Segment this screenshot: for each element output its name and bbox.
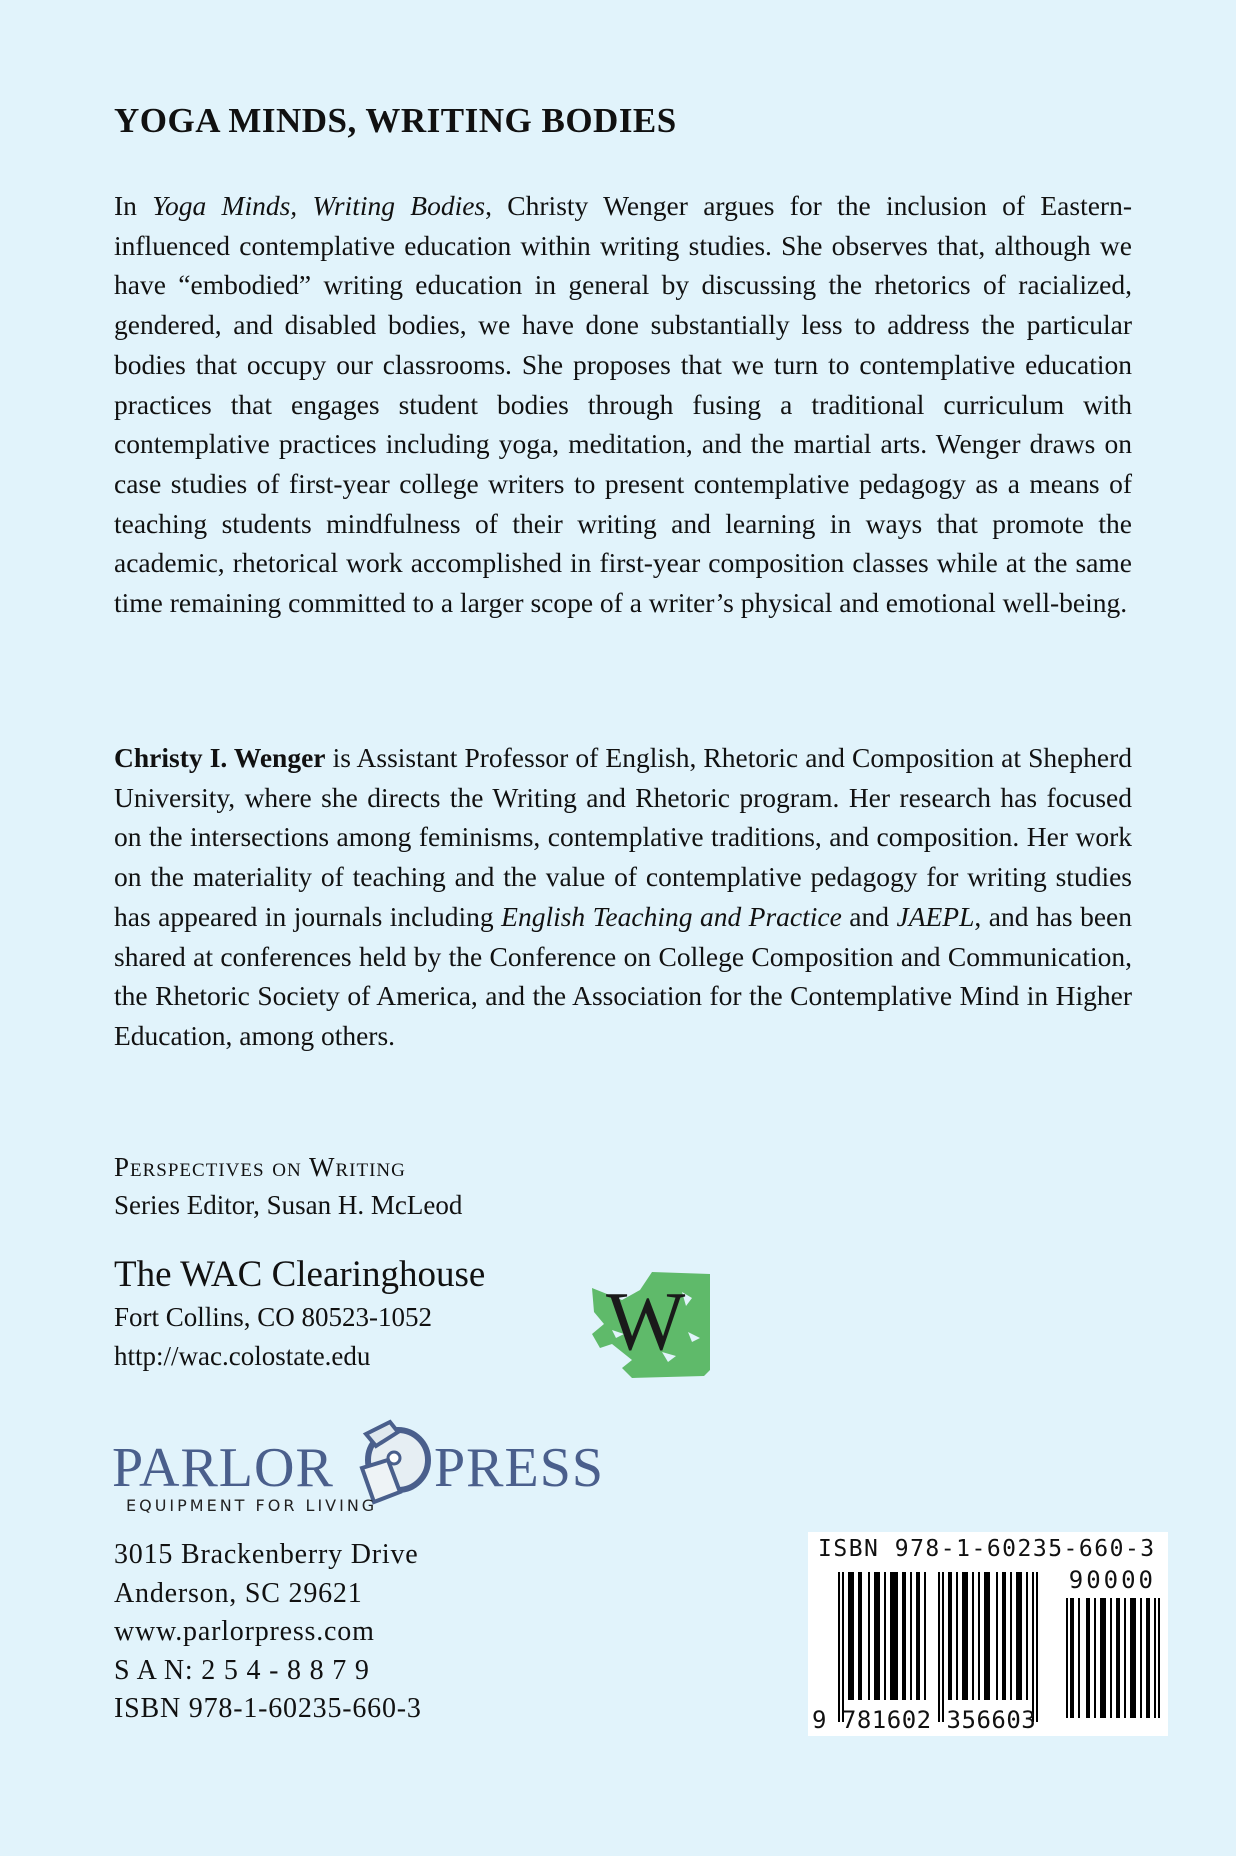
parlor-name-right: PRESS — [434, 1437, 604, 1499]
san-number: S A N: 2 5 4 - 8 8 7 9 — [114, 1654, 370, 1686]
series-name: Perspectives on Writing — [114, 1152, 406, 1182]
author-name: Christy I. Wenger — [114, 742, 326, 773]
journal-title: English Teaching and Practice — [501, 900, 842, 932]
wac-name: The WAC Clearinghouse — [114, 1254, 486, 1295]
parlor-tagline: EQUIPMENT FOR LIVING — [126, 1496, 378, 1515]
barcode-addon-digits: 90000 — [1068, 1566, 1156, 1594]
isbn-barcode — [808, 1532, 1168, 1736]
parlor-name-left: PARLOR — [112, 1437, 334, 1499]
series-info — [114, 1148, 462, 1224]
wac-city: Fort Collins, CO 80523-1052 — [114, 1302, 433, 1332]
barcode-main-bars — [838, 1572, 1048, 1722]
wac-logo-icon — [592, 1272, 712, 1382]
journal-title: JAEPL — [896, 900, 975, 932]
parlor-address-block — [114, 1536, 422, 1729]
series-editor: Series Editor, Susan H. McLeod — [114, 1190, 463, 1220]
barcode-addon-bars — [1066, 1598, 1162, 1718]
book-description: In Yoga Minds, Writing Bodies, Christy Wenger argues for the inclusion of Eastern-influenced contemplative education within writing studies. She observes that, although we have “embodied” writing education in general by discussing the rhetorics of racialized, gendered, and disabled bodies, we have done substantially less to address the particular bodies that occupy our classrooms. She proposes that we turn to contemplative education practices that engages student bodies through fusing a traditional curriculum with contemplative practices including yoga, meditation, and the martial arts. Wenger draws on case studies of first-year college writers to present contemplative pedagogy as a means of teaching students mindfulness of their writing and learning in ways that promote the academic, rhetorical work accomplished in first-year composition classes while at the same time remaining committed to a larger scope of a writer’s physical and emotional well-being. — [114, 190, 1132, 619]
barcode-digits: 9 781602 356603 — [812, 1706, 1037, 1734]
parlor-url: www.parlorpress.com — [114, 1616, 375, 1647]
wac-logo-letter: W — [606, 1275, 686, 1368]
barcode-isbn-label: ISBN 978-1-60235-660-3 — [818, 1536, 1156, 1562]
address-line-1: 3015 Brackenberry Drive — [114, 1539, 419, 1570]
parlor-press-logo — [112, 1410, 602, 1520]
book-title-italic: Yoga Minds, Writing Bodies — [152, 190, 486, 221]
book-title: YOGA MINDS, WRITING BODIES — [114, 101, 677, 140]
wac-publisher-block — [114, 1252, 485, 1376]
isbn-text: ISBN 978-1-60235-660-3 — [114, 1693, 422, 1724]
wac-url: http://wac.colostate.edu — [114, 1341, 371, 1371]
address-line-2: Anderson, SC 29621 — [114, 1577, 363, 1609]
scroll-disc-icon — [342, 1410, 434, 1510]
author-bio: Christy I. Wenger is Assistant Professor of English, Rhetoric and Composition at Shepherd University, where she directs the Writing and Rhetoric program. Her research has focused on the intersections among feminisms, contemplative traditions, and composition. Her work on the materiality of teaching and the value of contemplative pedagogy for writing studies has appeared in journals including English Teaching and Practice and JAEPL, and has been shared at conferences held by the Conference on College Composition and Communication, the Rhetoric Society of America, and the Association for the Contemplative Mind in Higher Education, among others. — [114, 742, 1132, 1051]
